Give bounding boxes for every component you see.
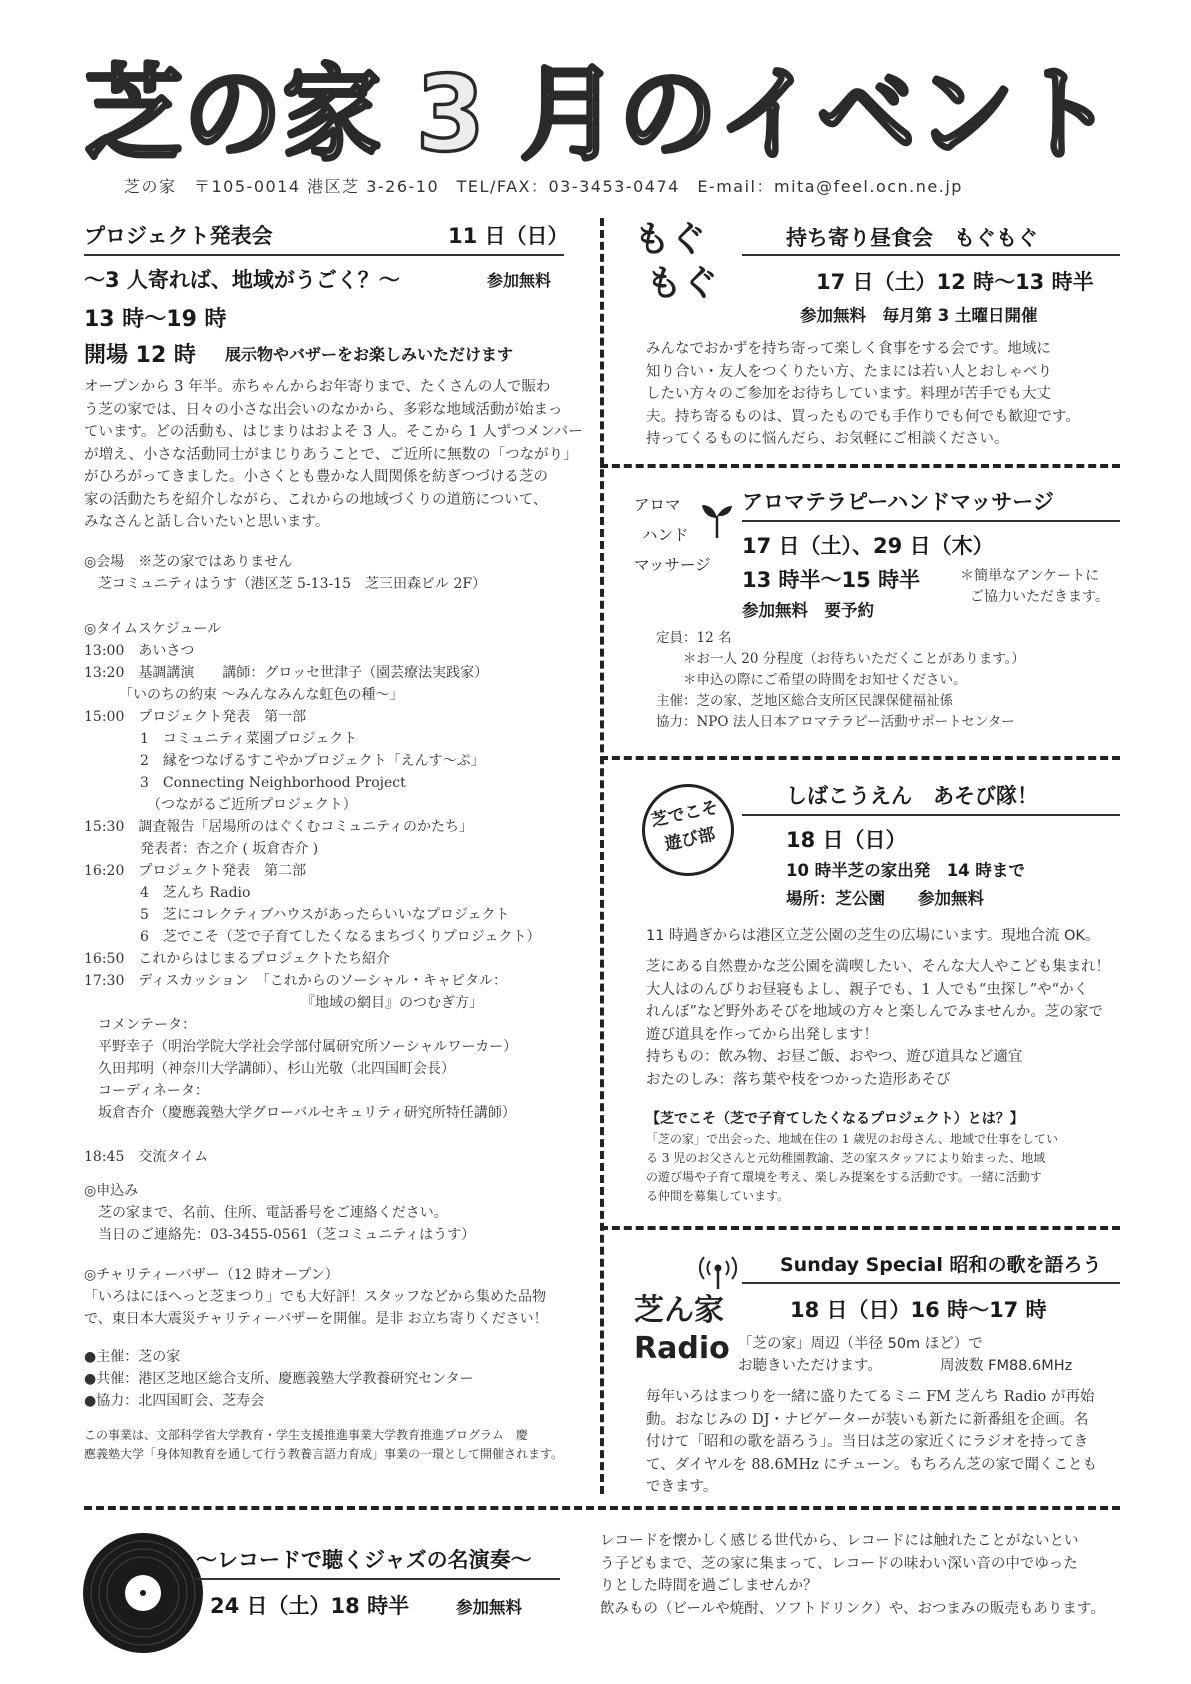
aroma-detail-line: ＊申込の際にご希望の時間をお知せください。 bbox=[656, 672, 967, 688]
jazz-line: 飲みもの（ビールや焼酎、ソフトドリンク）や、おつまみの販売もあります。 bbox=[600, 1600, 1105, 1617]
asobi-line: おたのしみ：落ち葉や枝をつかった造形あそび bbox=[646, 1071, 951, 1088]
project-subtitle: 〜3 人寄れば、地域がうごく？〜 bbox=[84, 268, 400, 292]
aroma-icon-line: アロマ bbox=[634, 496, 681, 514]
radio-line: できます。 bbox=[646, 1479, 718, 1495]
asobi-place: 場所：芝公園 参加無料 bbox=[786, 889, 984, 908]
project-date: 11 日（日） bbox=[448, 224, 569, 248]
project-rule bbox=[84, 254, 564, 256]
jazz-line: う子どもまで、芝の家に集まって、レコードの味わい深い音の中でゆった bbox=[600, 1555, 1078, 1572]
page-title bbox=[84, 58, 1114, 176]
asobi-badge-line: 遊び部 bbox=[663, 824, 718, 855]
asobi-badge-line: 芝でこそ bbox=[649, 797, 721, 832]
radio-line: 付けて「昭和の歌を語ろう」。当日は芝の家近くにラジオを持ってき bbox=[646, 1434, 1089, 1450]
apply-label: ◎申込み bbox=[84, 1183, 139, 1199]
radio-rule bbox=[742, 1282, 1120, 1284]
jazz-datetime: 24 日（土）18 時半 bbox=[210, 1594, 410, 1618]
section-divider bbox=[600, 464, 1120, 468]
aroma-icon-line: マッサージ bbox=[634, 556, 711, 574]
project-fee: 参加無料 bbox=[487, 271, 552, 290]
venue-block bbox=[84, 551, 486, 595]
schedule-line bbox=[84, 1124, 541, 1146]
jazz-body bbox=[600, 1530, 1105, 1620]
aroma-icon-line: ハンド bbox=[642, 526, 689, 544]
radio-body bbox=[646, 1386, 1097, 1499]
asobi-what-body bbox=[646, 1130, 1058, 1206]
mogumogu-heading: 持ち寄り昼食会 もぐもぐ bbox=[786, 226, 1038, 250]
organizer-line: ●主催：芝の家 bbox=[84, 1349, 181, 1365]
schedule-line: 4 芝んち Radio bbox=[84, 885, 251, 901]
address-line: 芝の家 〒105-0014 港区芝 3-26-10 TEL/FAX：03-3453-0474 E-mail：mita@feel.ocn.ne.jp bbox=[124, 177, 963, 196]
bottom-divider bbox=[84, 1506, 1120, 1510]
bazaar-block bbox=[84, 1264, 548, 1330]
schedule-line: （つながるご近所プロジェクト） bbox=[84, 797, 357, 813]
mogumogu-line: したい方々のご参加をお待ちしています。料理が苦手でも大丈 bbox=[646, 386, 1051, 402]
asobi-what-heading: 【芝でこそ（芝で子育てしたくなるプロジェクト）とは？】 bbox=[646, 1111, 1024, 1127]
apply-line: 芝の家まで、名前、住所、電話番号をご連絡ください。 bbox=[84, 1205, 448, 1221]
project-open: 開場 12 時 bbox=[84, 343, 196, 368]
jazz-heading: 〜レコードで聴くジャズの名演奏〜 bbox=[196, 1548, 532, 1572]
project-intro bbox=[84, 376, 583, 534]
schedule-line: 「いのちの約束 〜みんなみんな虹色の種〜」 bbox=[84, 687, 404, 703]
radio-area: 「芝の家」周辺（半径 50m ほど）で bbox=[738, 1336, 983, 1352]
schedule-line: 15:30 調査報告「居場所のはぐくむコミュニティのかたち」 bbox=[84, 819, 473, 835]
asobi-line: 持ちもの：飲み物、お昼ご飯、おやつ、遊び道具など適宜 bbox=[646, 1049, 1023, 1065]
schedule-line: 18:45 交流タイム bbox=[84, 1149, 209, 1165]
schedule-line: 発表者：杏之介 ( 坂倉杏介 ) bbox=[84, 841, 319, 857]
aroma-time: 13 時半〜15 時半 bbox=[742, 568, 921, 592]
bazaar-line: 「いろはにほへっと芝まつり」でも大好評！スタッフなどから集めた品物 bbox=[84, 1289, 546, 1305]
asobi-what-line: る 3 児のお父さんと元幼稚園教諭、芝の家スタッフにより始まった、地域 bbox=[646, 1151, 1046, 1165]
intro-line: みなさんと話し合いたいと思います。 bbox=[84, 514, 330, 530]
jazz-rule bbox=[196, 1578, 560, 1580]
section-divider bbox=[600, 1226, 1120, 1230]
intro-line: オープンから 3 年半。赤ちゃんからお年寄りまで、たくさんの人で賑わ bbox=[84, 379, 551, 395]
aroma-note bbox=[960, 566, 1109, 608]
asobi-heading: しばこうえん あそび隊！ bbox=[786, 784, 1038, 808]
schedule-line: 13:20 基調講演 講師：グロッセ世津子（園芸療法実践家） bbox=[84, 665, 489, 681]
schedule-line: コメンテータ： bbox=[84, 1017, 196, 1033]
asobi-line: 大人はのんびりお昼寝もよし、親子でも、1 人でも“虫探し”や“かく bbox=[646, 981, 1089, 998]
aroma-details bbox=[656, 628, 1025, 733]
venue-address: 芝コミュニティはうす（港区芝 5-13-15 芝三田森ビル 2F） bbox=[98, 576, 487, 592]
mogumogu-icon bbox=[634, 218, 718, 306]
asobi-what-line: る仲間を募集しています。 bbox=[646, 1189, 790, 1203]
asobi-rule bbox=[742, 814, 1120, 816]
aroma-detail-line: ＊お一人 20 分程度（お待ちいただくことがあります。） bbox=[656, 651, 1025, 667]
footnote-line: 應義塾大学「身体知教育を通して行う教養言語力育成」事業の一環として開催されます。 bbox=[84, 1447, 564, 1461]
apply-block bbox=[84, 1180, 475, 1246]
mogumogu-line: みんなでおかずを持ち寄って楽しく食事をする会です。地域に bbox=[646, 341, 1051, 357]
record-icon bbox=[82, 1532, 204, 1654]
aroma-detail-line: 協力：NPO 法人日本アロマテラピー活動サポートセンター bbox=[656, 714, 1015, 730]
organizer-line: ●共催：港区芝地区総合支所、慶應義塾大学教養研究センター bbox=[84, 1371, 474, 1387]
project-open-note: 展示物やバザーをお楽しみいただけます bbox=[225, 345, 514, 364]
mogumogu-fee: 参加無料 毎月第 3 土曜日開催 bbox=[800, 306, 1038, 325]
schedule-line: 17:30 ディスカッション 「これからのソーシャル・キャピタル： bbox=[84, 973, 507, 989]
radio-logo bbox=[634, 1292, 730, 1368]
asobi-body bbox=[646, 956, 1110, 1091]
schedule-line: 16:50 これからはじまるプロジェクトたち紹介 bbox=[84, 951, 391, 967]
schedule-label: ◎タイムスケジュール bbox=[84, 621, 222, 637]
intro-line: う芝の家では、日々の小さな出会いのなかから、多彩な地域活動が始まっ bbox=[84, 401, 563, 418]
asobi-line: 遊び道具を作ってから出発します！ bbox=[646, 1026, 878, 1043]
mogumogu-body bbox=[646, 338, 1080, 451]
schedule-line: コーディネータ： bbox=[84, 1083, 209, 1099]
schedule-line: 『地域の網目』のつむぎ方」 bbox=[84, 995, 483, 1011]
organizers-block bbox=[84, 1346, 474, 1412]
schedule-line: 5 芝にコレクティブハウスがあったらいいなプロジェクト bbox=[84, 907, 510, 923]
intro-line: がひろがってきました。小さくとも豊かな人間関係を紡ぎつづける芝の bbox=[84, 469, 548, 485]
mogumogu-line: 夫。持ち寄るものは、買ったものでも手作りでも何でも歓迎です。 bbox=[646, 408, 1080, 425]
aroma-date: 17 日（土）、29 日（木） bbox=[742, 534, 994, 558]
bazaar-label: ◎チャリティーバザー（12 時オープン） bbox=[84, 1267, 339, 1283]
radio-frequency: 周波数 FM88.6MHz bbox=[940, 1358, 1073, 1374]
venue-label: ◎会場 ※芝の家ではありません bbox=[84, 554, 293, 570]
jazz-line: レコードを懐かしく感じる世代から、レコードには触れたことがないとい bbox=[600, 1533, 1079, 1549]
schedule-line: 2 縁をつなげるすこやかプロジェクト「えんす〜ぷ」 bbox=[84, 753, 485, 769]
schedule-line: 坂倉杏介（慶應義塾大学グローバルセキュリティ研究所特任講師） bbox=[84, 1105, 516, 1121]
aroma-fee: 参加無料 要予約 bbox=[742, 601, 874, 620]
intro-line: が増え、小さな活動同士がまじりあうことで、ご近所に無数の「つながり」 bbox=[84, 446, 578, 463]
schedule-line: 久田邦明（神奈川大学講師）、杉山光敬（北四国町会長） bbox=[84, 1061, 455, 1077]
radio-line: 動。おなじみの DJ・ナビゲーターが装いも新たに新番組を企画。名 bbox=[646, 1411, 1089, 1428]
footnote-line: この事業は、文部科学省大学教育・学生支援推進事業大学教育推進プログラム 慶 bbox=[84, 1428, 528, 1442]
schedule-line: 平野幸子（明治学院大学社会学部付属研究所ソーシャルワーカー） bbox=[84, 1039, 518, 1055]
schedule-line: 13:00 あいさつ bbox=[84, 643, 195, 659]
organizer-line: ●協力：北四国町会、芝寿会 bbox=[84, 1393, 265, 1409]
schedule-line: 6 芝でこそ（芝で子育てしたくなるまちづくりプロジェクト） bbox=[84, 929, 541, 945]
radio-logo-line: 芝ん家 bbox=[634, 1293, 724, 1328]
section-divider bbox=[600, 756, 1120, 760]
mogumogu-icon-line: もぐ bbox=[646, 263, 719, 304]
asobi-line: 芝にある自然豊かな芝公園を満喫したい、そんな大人やこども集まれ！ bbox=[646, 959, 1110, 975]
intro-line: ています。どの活動も、はじまりはおよそ 3 人。そこから 1 人ずつメンバー bbox=[84, 424, 583, 440]
asobi-date: 18 日（日） bbox=[786, 828, 907, 852]
bazaar-line: で、東日本大震災チャリティーバザーを開催。是非 お立ち寄りください！ bbox=[84, 1311, 548, 1327]
asobi-line: れんぼ”など野外あそびを地域の方々と楽しんでみませんか。芝の家で bbox=[646, 1004, 1103, 1020]
radio-datetime: 18 日（日）16 時〜17 時 bbox=[790, 1298, 1047, 1322]
mogumogu-icon-line: もぐ bbox=[634, 219, 707, 260]
column-divider bbox=[600, 218, 604, 1494]
asobi-badge-icon bbox=[633, 775, 742, 884]
radio-heading: Sunday Special 昭和の歌を語ろう bbox=[780, 1254, 1102, 1276]
mogumogu-line: 持ってくるものに悩んだら、お気軽にご相談ください。 bbox=[646, 431, 1009, 447]
jazz-fee: 参加無料 bbox=[456, 1598, 522, 1617]
schedule-line: 15:00 プロジェクト発表 第一部 bbox=[84, 709, 307, 725]
schedule-block bbox=[84, 618, 541, 1168]
aroma-detail-line: 定員：12 名 bbox=[656, 630, 732, 646]
aroma-heading: アロマテラピーハンドマッサージ bbox=[742, 490, 1054, 514]
radio-logo-line: Radio bbox=[634, 1331, 730, 1366]
aroma-rule bbox=[742, 520, 1120, 522]
asobi-time: 10 時半芝の家出発 14 時まで bbox=[786, 861, 1025, 880]
page-title-text: 芝の家 3 月のイベント bbox=[84, 58, 1114, 175]
apply-line: 当日のご連絡先：03-3455-0561（芝コミュニティはうす） bbox=[84, 1227, 476, 1243]
aroma-detail-line: 主催：芝の家、芝地区総合支所区民課保健福祉係 bbox=[656, 693, 953, 709]
schedule-line: 16:20 プロジェクト発表 第二部 bbox=[84, 863, 307, 879]
project-heading: プロジェクト発表会 bbox=[84, 224, 273, 248]
radio-listen: お聴きいただけます。 bbox=[738, 1358, 882, 1374]
schedule-line: 3 Connecting Neighborhood Project bbox=[84, 775, 406, 791]
sprout-icon bbox=[700, 500, 734, 540]
schedule-line: 1 コミュニティ菜園プロジェクト bbox=[84, 731, 358, 747]
jazz-line: りとした時間を過ごしませんか？ bbox=[600, 1578, 818, 1594]
mogumogu-line: 知り合い・友人をつくりたい方、たまには若い人とおしゃべり bbox=[646, 363, 1052, 380]
asobi-lead: 11 時過ぎからは港区立芝公園の芝生の広場にいます。現地合流 OK。 bbox=[646, 928, 1100, 944]
mogumogu-datetime: 17 日（土）12 時〜13 時半 bbox=[816, 270, 1094, 294]
aroma-note-line: ご協力いただきます。 bbox=[970, 589, 1109, 605]
antenna-icon bbox=[698, 1256, 738, 1290]
project-footnote bbox=[84, 1426, 563, 1464]
asobi-what-line: 「芝の家」で出会った、地域在住の 1 歳児のお母さん、地域で仕事をしてい bbox=[646, 1132, 1058, 1146]
project-time: 13 時〜19 時 bbox=[84, 307, 227, 332]
mogumogu-rule bbox=[742, 254, 1120, 256]
aroma-note-line: ＊簡単なアンケートに bbox=[960, 568, 1100, 584]
radio-line: て、ダイヤルを 88.6MHz にチューン。もちろん芝の家で聞くことも bbox=[646, 1456, 1098, 1473]
asobi-what-line: の遊び場や子育て環境を考え、楽しみ提案をする活動です。一緒に活動す bbox=[646, 1170, 1042, 1184]
intro-line: 家の活動たちを紹介しながら、これからの地域づくりの道筋について、 bbox=[84, 491, 548, 508]
radio-line: 毎年いろはまつりを一緒に盛りたてるミニ FM 芝んち Radio が再始 bbox=[646, 1389, 1095, 1405]
